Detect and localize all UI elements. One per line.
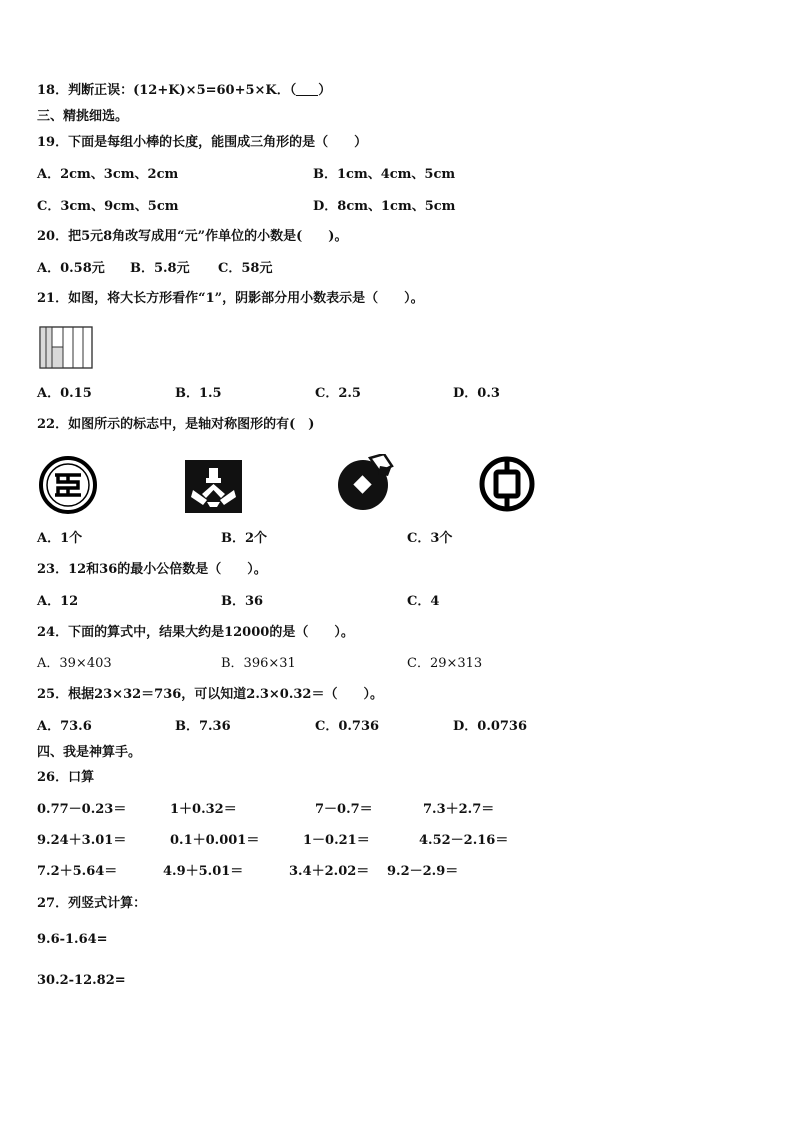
mental-calc-item: 0.1＋0.001＝ <box>170 833 260 848</box>
q21-option-c[interactable]: C．2.5 <box>315 386 361 401</box>
mental-calc-item: 7－0.7＝ <box>315 802 373 817</box>
question-18-close: ） <box>318 83 332 98</box>
q19-option-b[interactable]: B．1cm、4cm、5cm <box>313 167 456 182</box>
q23-option-b[interactable]: B．36 <box>221 594 264 609</box>
q22-option-c[interactable]: C．3个 <box>407 531 453 546</box>
q22-option-b[interactable]: B．2个 <box>221 531 268 546</box>
question-24: 24．下面的算式中，结果大约是12000的是（ ）。 <box>37 625 354 640</box>
mental-calc-item: 7.3＋2.7＝ <box>423 802 495 817</box>
bank-logo-3-icon <box>336 454 394 512</box>
mental-calc-item: 1－0.21＝ <box>303 833 370 848</box>
q25-option-a[interactable]: A．73.6 <box>37 719 92 734</box>
mental-calc-item: 1＋0.32＝ <box>170 802 237 817</box>
q25-option-b[interactable]: B．7.36 <box>175 719 231 734</box>
q22-option-a[interactable]: A．1个 <box>37 531 83 546</box>
mental-calc-item: 9.2－2.9＝ <box>387 864 459 879</box>
q19-option-d[interactable]: D．8cm、1cm、5cm <box>313 199 456 214</box>
question-26: 26．口算 <box>37 770 95 785</box>
mental-calc-item: 9.24＋3.01＝ <box>37 833 127 848</box>
question-19: 19．下面是每组小棒的长度，能围成三角形的是（ ） <box>37 135 368 150</box>
question-23: 23．12和36的最小公倍数是（ ）。 <box>37 562 267 577</box>
mental-calc-item: 0.77－0.23＝ <box>37 802 127 817</box>
q19-option-c[interactable]: C．3cm、9cm、5cm <box>37 199 179 214</box>
bank-logo-1-icon <box>38 455 98 515</box>
bank-logo-4-icon <box>478 455 536 513</box>
q24-option-b[interactable]: B．396×31 <box>221 656 296 671</box>
q25-option-d[interactable]: D．0.0736 <box>453 719 528 734</box>
question-25: 25．根据23×32＝736，可以知道2.3×0.32＝（ ）。 <box>37 687 383 702</box>
q24-option-c[interactable]: C．29×313 <box>407 656 483 671</box>
bank-logo-2-icon <box>185 460 242 513</box>
mental-calc-item: 4.52－2.16＝ <box>419 833 509 848</box>
question-20: 20．把5元8角改写成用“元”作单位的小数是( )。 <box>37 229 348 244</box>
section-4-heading: 四、我是神算手。 <box>37 745 142 760</box>
q19-option-a[interactable]: A．2cm、3cm、2cm <box>37 167 179 182</box>
question-18-text: 18．判断正误：(12+K)×5=60+5×K．（ <box>37 83 297 98</box>
q21-option-d[interactable]: D．0.3 <box>453 386 500 401</box>
q24-option-a[interactable]: A．39×403 <box>37 656 112 671</box>
question-18 <box>37 83 331 99</box>
vertical-calc-item: 9.6-1.64= <box>37 932 108 947</box>
vertical-calc-item: 30.2-12.82= <box>37 973 126 988</box>
q23-option-a[interactable]: A．12 <box>37 594 79 609</box>
q20-option-c[interactable]: C．58元 <box>218 261 273 276</box>
question-22: 22．如图所示的标志中，是轴对称图形的有( ) <box>37 417 315 432</box>
rectangle-figure <box>39 326 93 369</box>
mental-calc-item: 7.2＋5.64＝ <box>37 864 118 879</box>
q25-option-c[interactable]: C．0.736 <box>315 719 380 734</box>
section-3-heading: 三、精挑细选。 <box>37 109 129 124</box>
q21-option-b[interactable]: B．1.5 <box>175 386 222 401</box>
q20-option-b[interactable]: B．5.8元 <box>130 261 190 276</box>
mental-calc-item: 3.4＋2.02＝ <box>289 864 370 879</box>
answer-blank[interactable] <box>296 83 318 96</box>
question-21: 21．如图，将大长方形看作“1”，阴影部分用小数表示是（ ）。 <box>37 291 424 306</box>
q21-option-a[interactable]: A．0.15 <box>37 386 92 401</box>
mental-calc-item: 4.9＋5.01＝ <box>163 864 244 879</box>
q20-option-a[interactable]: A．0.58元 <box>37 261 105 276</box>
q23-option-c[interactable]: C．4 <box>407 594 440 609</box>
question-27: 27．列竖式计算： <box>37 896 147 911</box>
